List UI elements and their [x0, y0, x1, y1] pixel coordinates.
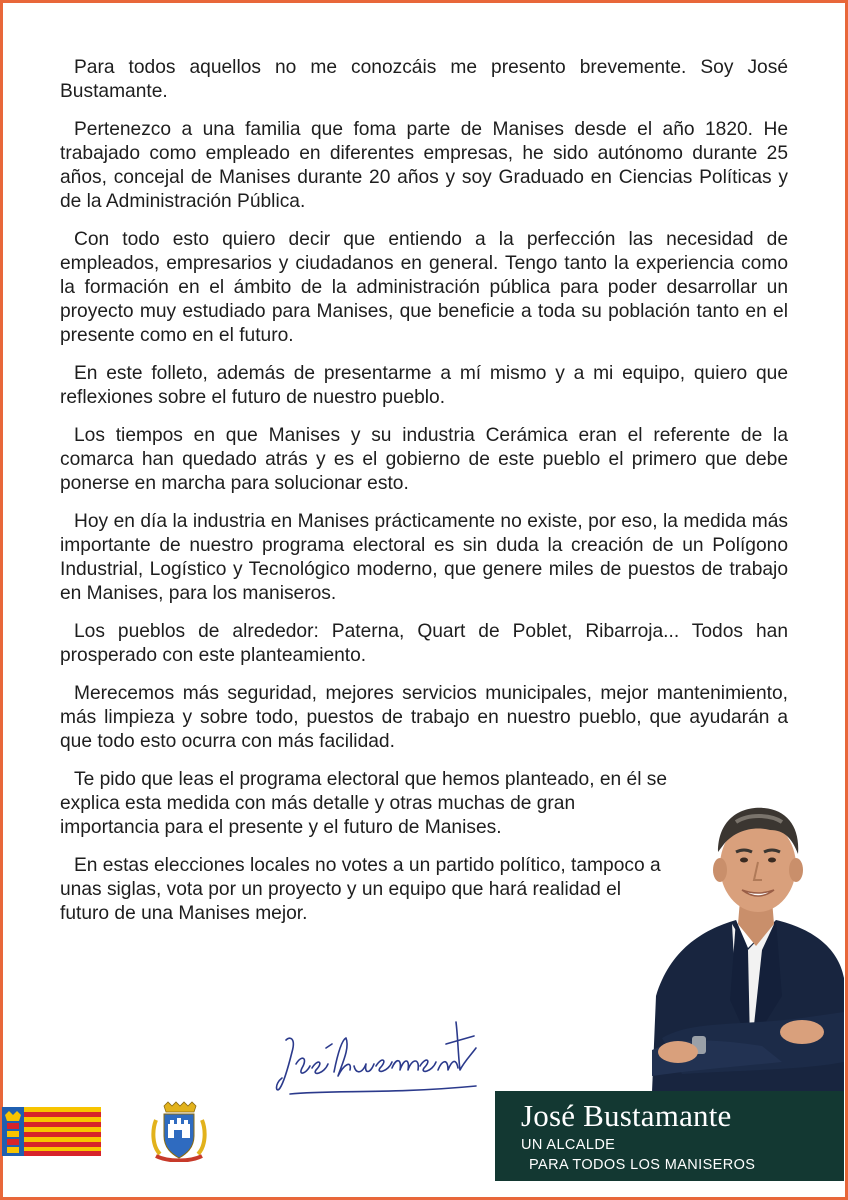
candidate-name-box [495, 1091, 844, 1181]
candidate-name: José Bustamante [521, 1098, 732, 1133]
letter-paragraph: Pertenezco a una familia que foma parte de Manises desde el año 1820. He trabajado como empleado en diferentes empresas, he sido autónomo durante 25 años, concejal de Manises durante 20 años y soy Graduado en Ciencias Políticas y de la Administración Pública. [60, 119, 788, 212]
letter-paragraph: Merecemos más seguridad, mejores servicios municipales, mejor mantenimiento, más limpieza y sobre todo, puestos de trabajo en nuestro pueblo, que ayudarán a que todo esto ocurra con más facilidad. [60, 683, 788, 752]
candidate-photo [652, 800, 844, 1092]
letter-paragraph: Los tiempos en que Manises y su industria Cerámica eran el referente de la comarca han quedado atrás y es el gobierno de este pueblo el primero que debe ponerse en marcha para solucionar esto. [60, 425, 788, 494]
letter-paragraph: Los pueblos de alrededor: Paterna, Quart de Poblet, Ribarroja... Todos han prosperado con este planteamiento. [60, 621, 788, 666]
candidate-tagline-1: UN ALCALDE [521, 1137, 616, 1153]
valencian-flag-icon [2, 1107, 101, 1156]
manises-crest-icon [150, 1100, 208, 1162]
letter-paragraph: En este folleto, además de presentarme a mí mismo y a mi equipo, quiero que reflexiones sobre el futuro de nuestro pueblo. [60, 363, 788, 408]
letter-paragraph: Con todo esto quiero decir que entiendo a la perfección las necesidad de empleados, empresarios y ciudadanos en general. Tengo tanto la experiencia como la formación en el ámbito de la administración pública para poder desarrollar un proyecto muy estudiado para Manises, que beneficie a toda su población tanto en el presente como en el futuro. [60, 229, 788, 346]
handwritten-signature [272, 1018, 482, 1100]
candidate-tagline-2: PARA TODOS LOS MANISEROS [529, 1157, 756, 1173]
letter-paragraph: En estas elecciones locales no votes a un partido político, tampoco a unas siglas, vota por un proyecto y un equipo que hará realidad el futuro de una Manises mejor. [60, 855, 661, 924]
letter-paragraph: Hoy en día la industria en Manises prácticamente no existe, por eso, la medida más importante de nuestro programa electoral es sin duda la creación de un Polígono Industrial, Logístico y Tecnológico moderno, que genere miles de puestos de trabajo en Manises, para los maniseros. [60, 511, 788, 604]
letter-paragraph: Te pido que leas el programa electoral que hemos planteado, en él se explica esta medida con más detalle y otras muchas de gran importancia para el presente y el futuro de Manises. [60, 769, 668, 838]
letter-paragraph: Para todos aquellos no me conozcáis me presento brevemente. Soy José Bustamante. [60, 57, 788, 102]
